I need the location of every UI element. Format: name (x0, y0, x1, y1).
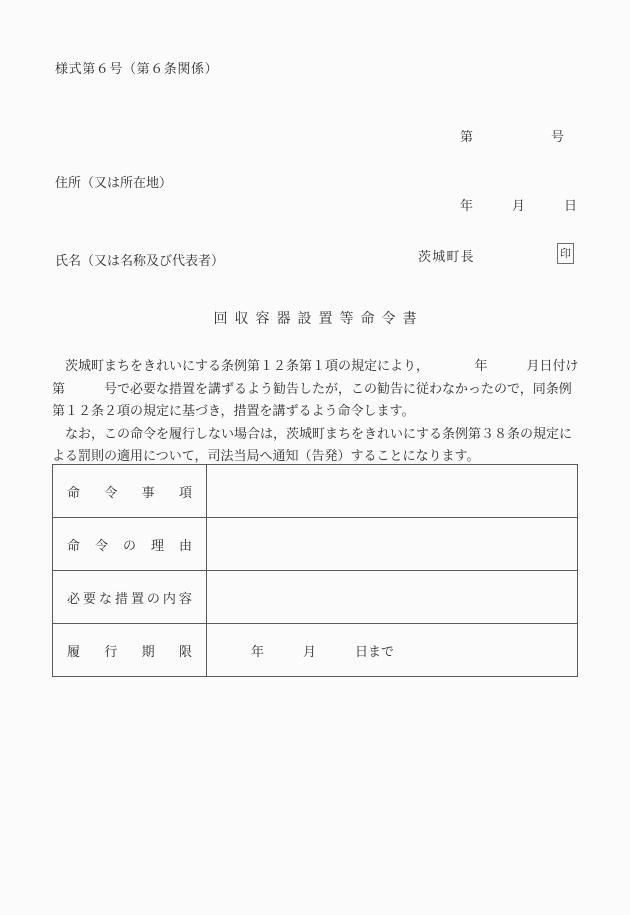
body-text (52, 356, 580, 469)
document-date-field: 年 月 日 (460, 199, 578, 214)
body-paragraph-2: なお，この命令を履行しない場合は，茨城町まちをきれいにする条例第３８条の規定による罰則の適用について，司法当局へ通知（告発）することになります。 (52, 426, 573, 464)
row-value-order-reason[interactable] (207, 518, 578, 571)
issuer-name: 茨城町長 (418, 250, 475, 265)
seal-stamp-icon: 印 (557, 243, 574, 264)
name-label: 氏名（又は名称及び代表者） (55, 254, 225, 269)
row-label-order-items (53, 465, 207, 518)
row-value-order-items[interactable] (207, 465, 578, 518)
row-value-deadline[interactable]: 年 月 日まで (207, 624, 578, 677)
address-label: 住所（又は所在地） (55, 176, 173, 191)
label-text-order-reason: 命 令 の 理 由 (67, 538, 192, 554)
table-row (53, 624, 578, 677)
order-details-table (52, 464, 578, 677)
body-paragraph-1: 茨城町まちをきれいにする条例第１２条第１項の規定により， 年 月日付け第 号で必要な措置を講ずるよう勧告したが，この勧告に従わなかったので，同条例第１２条２項の規定に基づき，措置を講ずるよう命令します。 (52, 359, 579, 419)
row-label-required-measures (53, 571, 207, 624)
label-text-order-items: 命 令 事 項 (67, 485, 192, 501)
row-label-deadline (53, 624, 207, 677)
table-row (53, 571, 578, 624)
document-number-field: 第 号 (460, 130, 565, 145)
label-text-deadline: 履 行 期 限 (67, 644, 192, 660)
table-row (53, 518, 578, 571)
document-meta (460, 80, 577, 264)
page-title: 回収容器設置等命令書 (213, 311, 424, 327)
row-value-required-measures[interactable] (207, 571, 578, 624)
addressee-block (55, 142, 224, 299)
table-row (53, 465, 578, 518)
row-label-order-reason (53, 518, 207, 571)
label-text-required-measures: 必 要 な 措 置 の 内 容 (67, 591, 192, 607)
form-number: 様式第６号（第６条関係） (55, 62, 219, 77)
